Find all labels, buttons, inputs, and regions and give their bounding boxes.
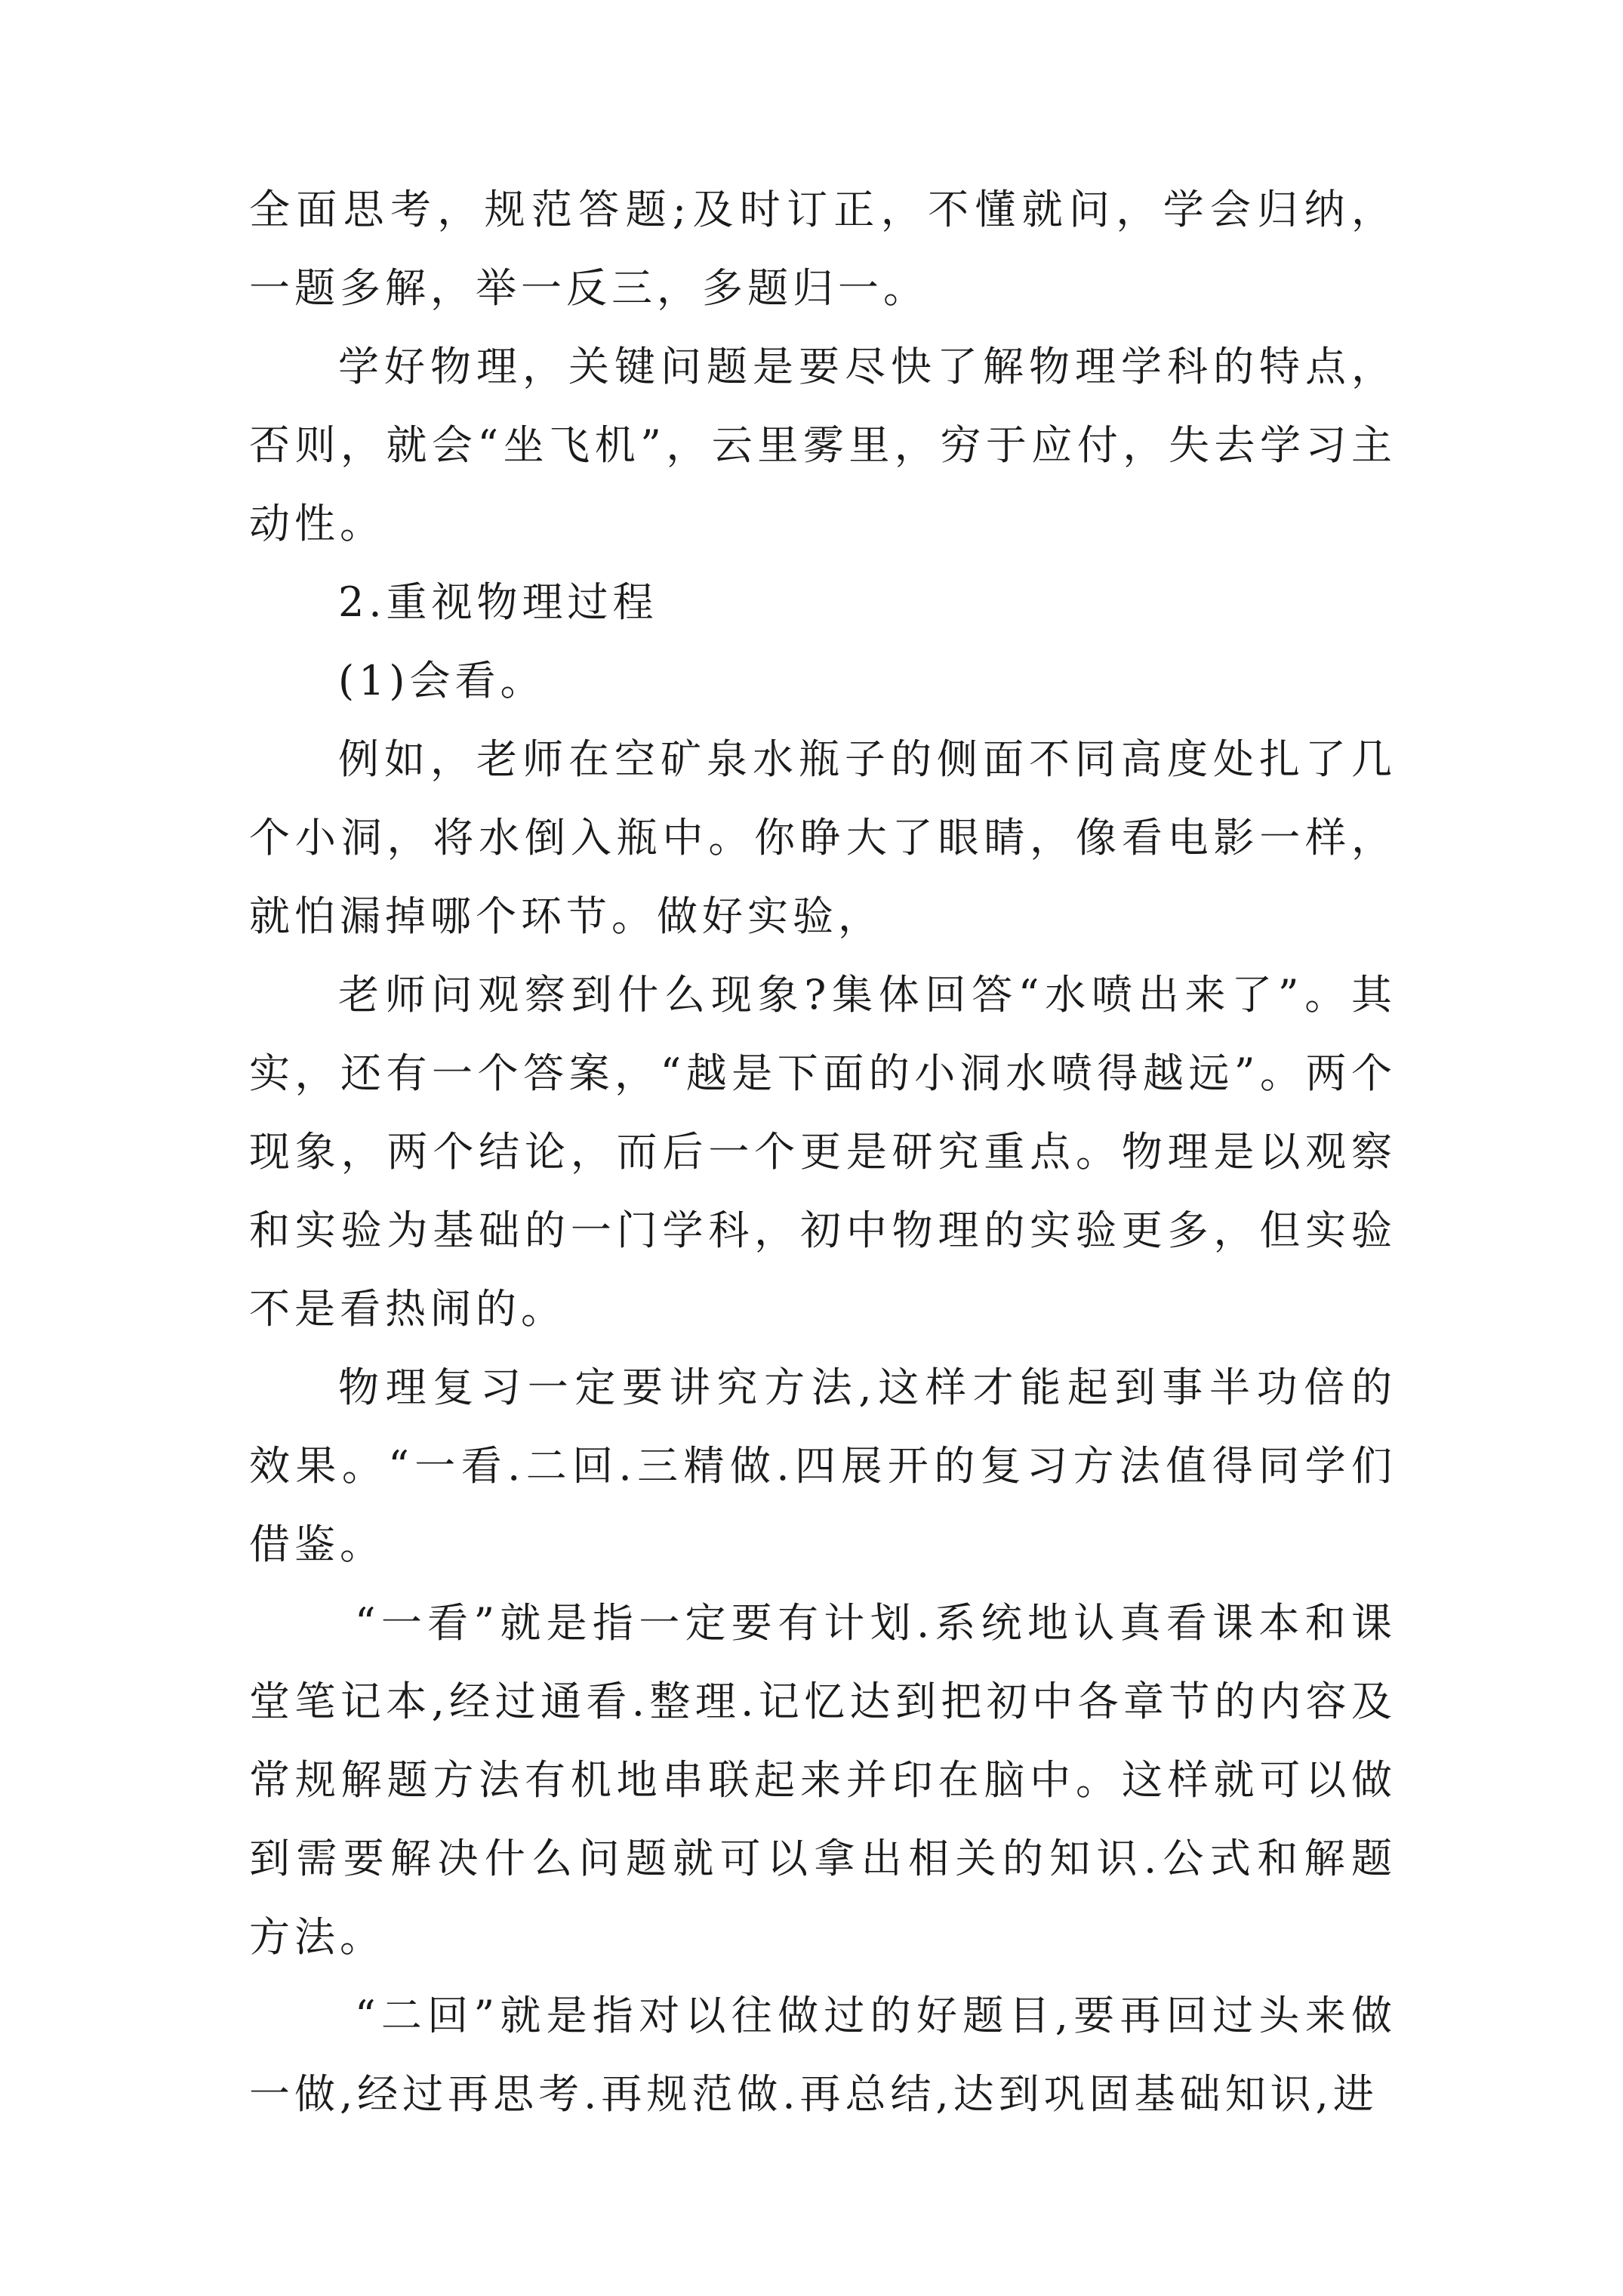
paragraph-4: 老师问观察到什么现象?集体回答“水喷出来了”。其实，还有一个答案，“越是下面的小洞水喷得越远”。两个现象，两个结论，而后一个更是研究重点。物理是以观察和实验为基础的一门学科，初中物理的实验更多，但实验不是看热闹的。: [249, 971, 1397, 1333]
body-text: [249, 171, 1397, 2134]
paragraph-7: “二回”就是指对以往做过的好题目,要再回过头来做一做,经过再思考.再规范做.再总结,达到巩固基础知识,进: [249, 1992, 1397, 2118]
paragraph-1: 全面思考，规范答题;及时订正，不懂就问，学会归纳，一题多解，举一反三，多题归一。: [249, 186, 1397, 312]
paragraph-6: “一看”就是指一定要有计划.系统地认真看课本和课堂笔记本,经过通看.整理.记忆达到把初中各章节的内容及常规解题方法有机地串联起来并印在脑中。这样就可以做到需要解决什么问题就可以拿出相关的知识.公式和解题方法。: [249, 1599, 1397, 1961]
subsection-heading: (1)会看。: [338, 657, 546, 704]
paragraph-3: 例如，老师在空矿泉水瓶子的侧面不同高度处扎了几个小洞，将水倒入瓶中。你睁大了眼睛，像看电影一样，就怕漏掉哪个环节。做好实验，: [249, 735, 1397, 940]
section-heading: 2.重视物理过程: [338, 578, 658, 626]
paragraph-5: 物理复习一定要讲究方法,这样才能起到事半功倍的效果。“一看.二回.三精做.四展开的复习方法值得同学们借鉴。: [249, 1364, 1397, 1568]
paragraph-2: 学好物理，关键问题是要尽快了解物理学科的特点，否则，就会“坐飞机”，云里雾里，穷于应付，失去学习主动性。: [249, 343, 1397, 547]
